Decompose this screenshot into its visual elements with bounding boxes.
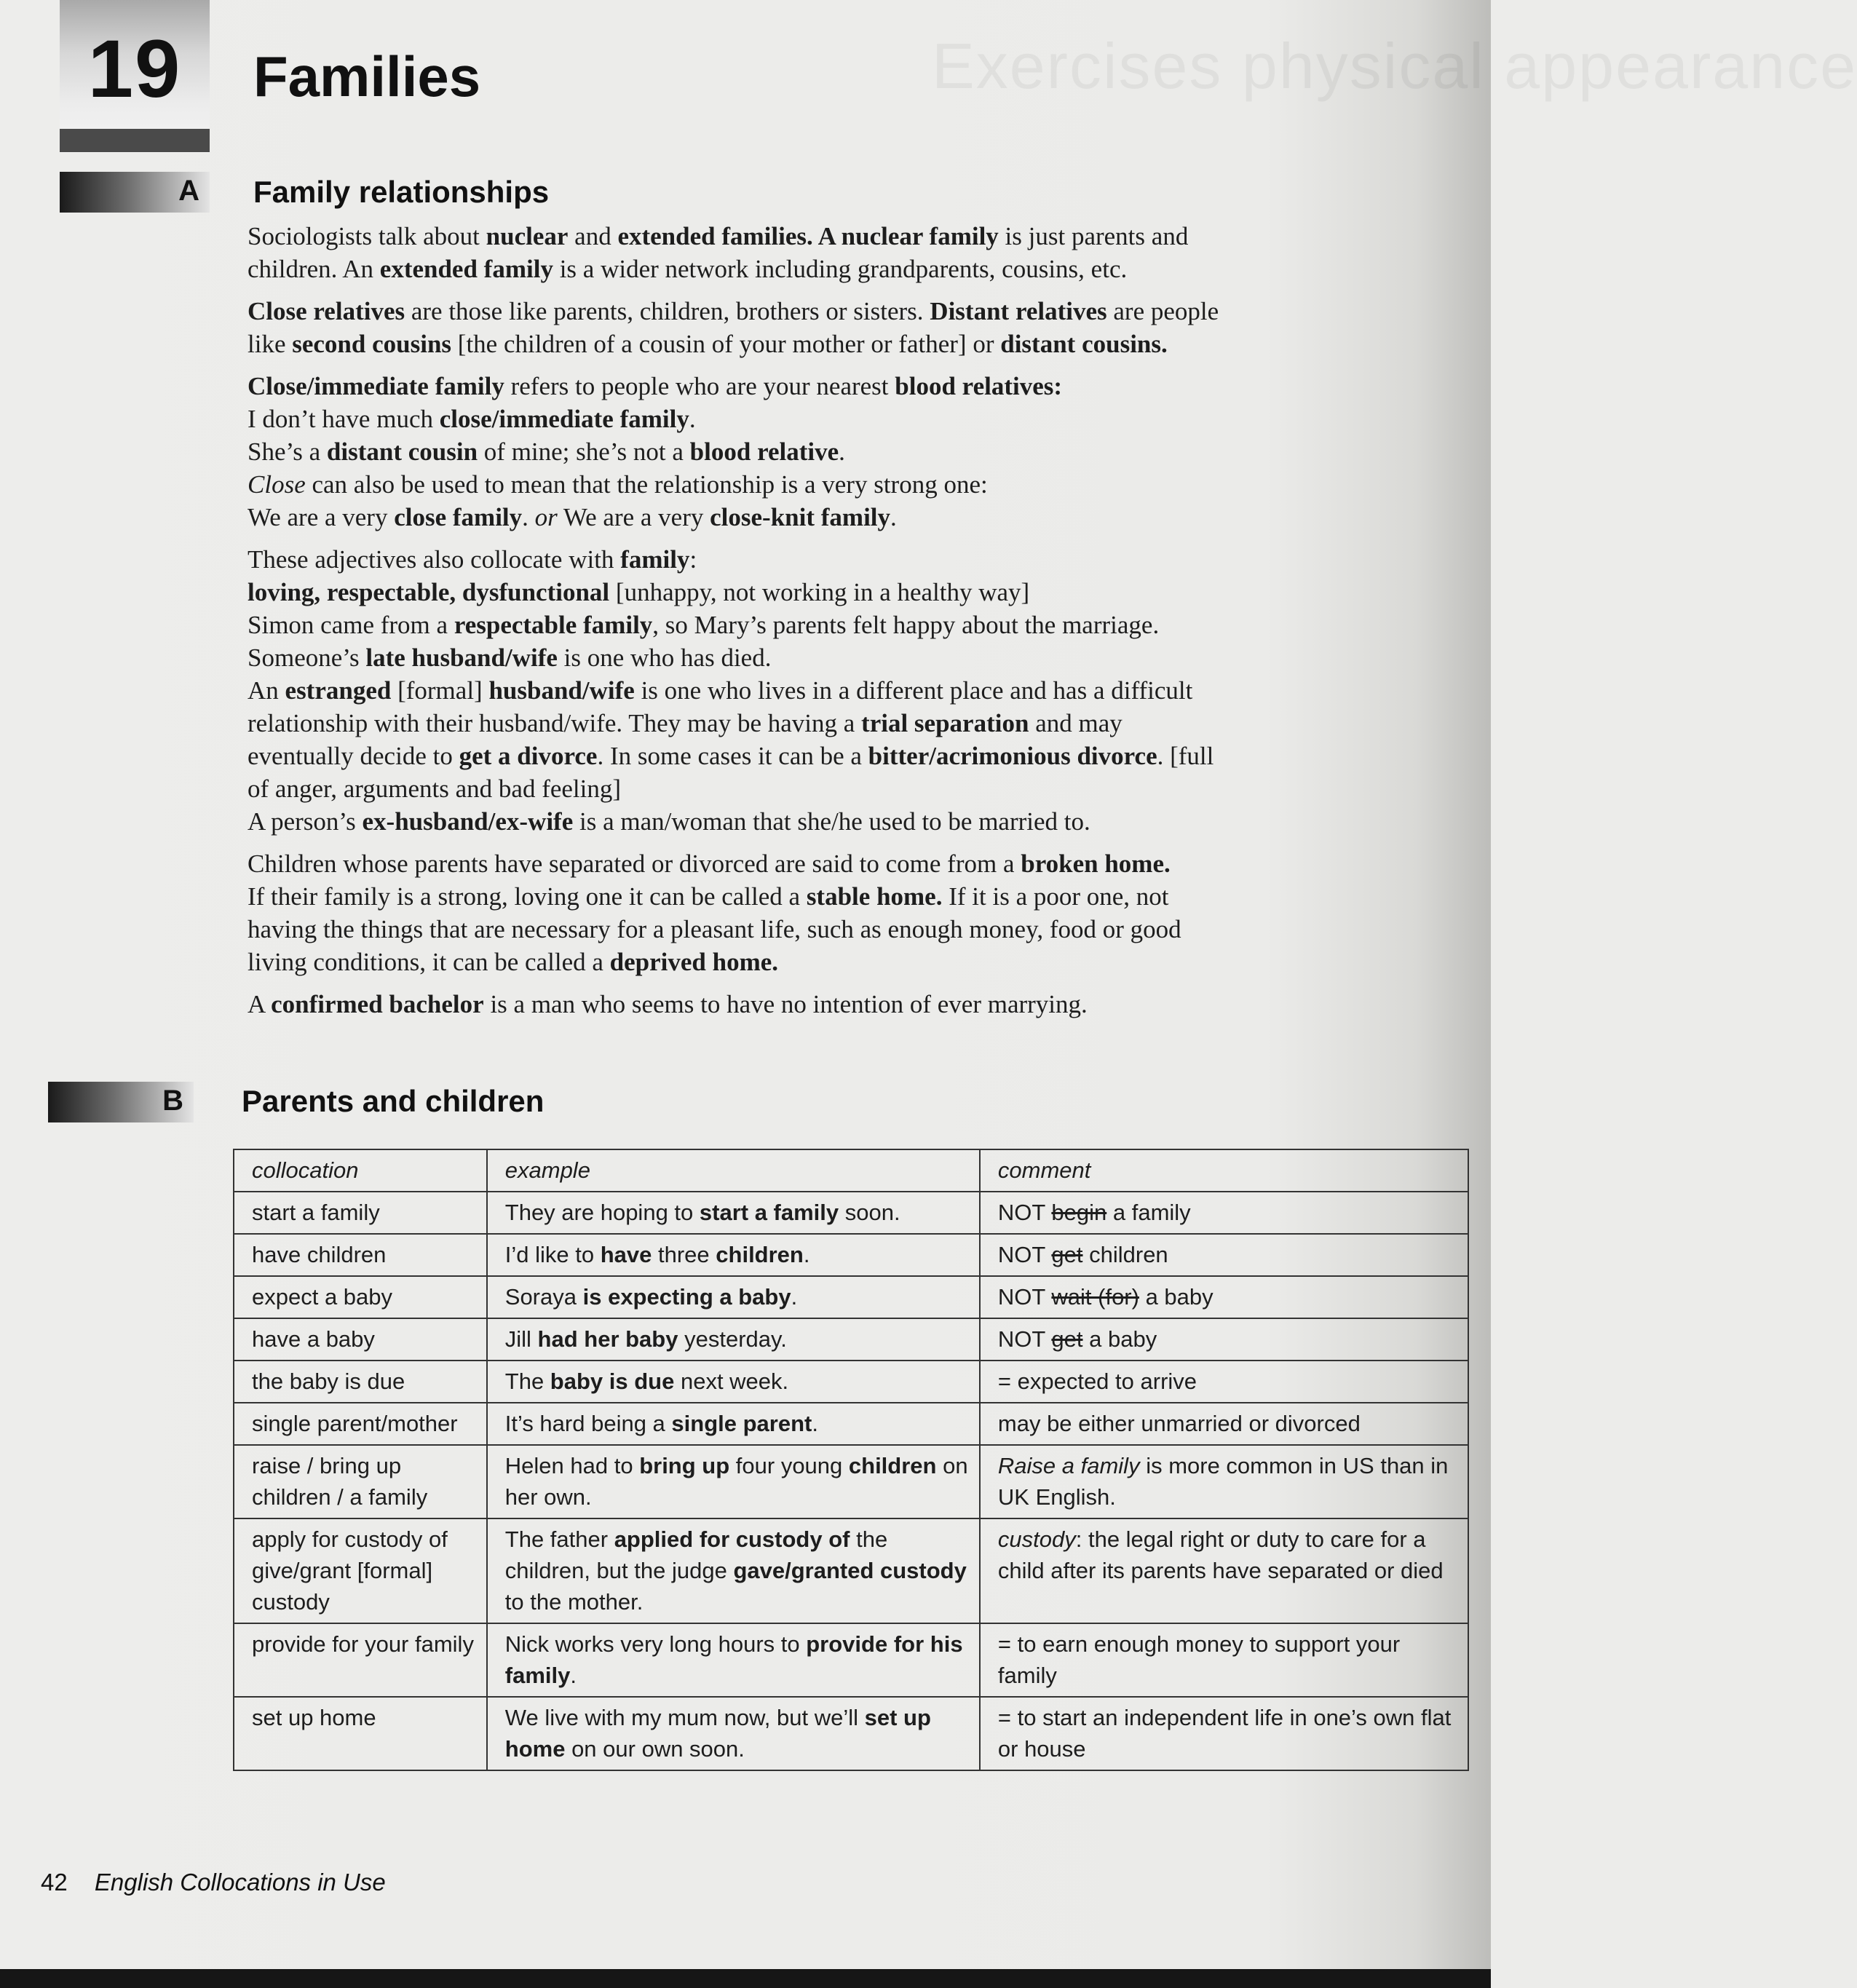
comment-cell: NOT get a baby	[980, 1318, 1468, 1361]
example-cell: Soraya is expecting a baby.	[487, 1276, 980, 1318]
text-line: A confirmed bachelor is a man who seems to have no intention of ever marrying.	[248, 990, 1088, 1018]
example-cell: Helen had to bring up four young children on her own.	[487, 1445, 980, 1518]
collocation-cell: single parent/mother	[234, 1403, 487, 1445]
example-cell: The father applied for custody of the children, but the judge gave/granted custody to the mother.	[487, 1518, 980, 1623]
paragraph-bachelor	[248, 988, 1470, 1021]
section-a-tab	[60, 172, 210, 213]
collocation-cell: start a family	[234, 1192, 487, 1234]
collocation-cell: provide for your family	[234, 1623, 487, 1697]
comment-cell: = to start an independent life in one’s own flat or house	[980, 1697, 1468, 1770]
example-cell: I’d like to have three children.	[487, 1234, 980, 1276]
section-a-heading: Family relationships	[253, 175, 550, 209]
text-line: An estranged [formal] husband/wife is one who lives in a different place and has a difficult	[248, 676, 1193, 705]
section-a-body	[248, 220, 1470, 1030]
bleed-through-text: Exercises physical appearance	[932, 30, 1857, 102]
example-line: Simon came from a respectable family, so Mary’s parents felt happy about the marriage.	[248, 611, 1160, 639]
comment-cell: may be either unmarried or divorced	[980, 1403, 1468, 1445]
text-line: like second cousins [the children of a cousin of your mother or father] or distant cousins.	[248, 330, 1168, 358]
example-cell: It’s hard being a single parent.	[487, 1403, 980, 1445]
collocation-cell: set up home	[234, 1697, 487, 1770]
text-line: of anger, arguments and bad feeling]	[248, 775, 622, 803]
collocation-cell: apply for custody of give/grant [formal] custody	[234, 1518, 487, 1623]
text-line: relationship with their husband/wife. They may be having a trial separation and may	[248, 709, 1122, 737]
example-cell: Nick works very long hours to provide for his family.	[487, 1623, 980, 1697]
example-cell: The baby is due next week.	[487, 1361, 980, 1403]
text-line: Someone’s late husband/wife is one who has died.	[248, 643, 772, 672]
table-row	[234, 1318, 1468, 1361]
text-line: children. An extended family is a wider network including grandparents, cousins, etc.	[248, 255, 1128, 283]
collocation-cell: have a baby	[234, 1318, 487, 1361]
table-row	[234, 1518, 1468, 1623]
table-row	[234, 1361, 1468, 1403]
table-row	[234, 1276, 1468, 1318]
section-b-letter: B	[162, 1085, 183, 1117]
collocation-cell: expect a baby	[234, 1276, 487, 1318]
collocation-cell: have children	[234, 1234, 487, 1276]
example-line: I don’t have much close/immediate family.	[248, 405, 696, 433]
paragraph-nuclear-families	[248, 220, 1470, 285]
text-line: Close can also be used to mean that the relationship is a very strong one:	[248, 470, 988, 499]
table-row	[234, 1697, 1468, 1770]
column-header-example: example	[487, 1149, 980, 1192]
comment-cell: = to earn enough money to support your family	[980, 1623, 1468, 1697]
text-line: These adjectives also collocate with family:	[248, 545, 697, 574]
text-line: A person’s ex-husband/ex-wife is a man/woman that she/he used to be married to.	[248, 807, 1090, 836]
paragraph-close-family	[248, 370, 1470, 534]
example-cell: They are hoping to start a family soon.	[487, 1192, 980, 1234]
text-line: loving, respectable, dysfunctional [unhappy, not working in a healthy way]	[248, 578, 1030, 606]
table-row	[234, 1234, 1468, 1276]
text-line: having the things that are necessary for a pleasant life, such as enough money, food or good	[248, 915, 1181, 943]
text-line: Sociologists talk about nuclear and extended families. A nuclear family is just parents and	[248, 222, 1189, 250]
example-line: She’s a distant cousin of mine; she’s not a blood relative.	[248, 437, 845, 466]
unit-title: Families	[253, 44, 481, 108]
unit-number: 19	[87, 23, 182, 114]
section-b-heading: Parents and children	[242, 1084, 545, 1118]
text-line: living conditions, it can be called a deprived home.	[248, 948, 779, 976]
section-b-tab	[48, 1082, 194, 1122]
text-line: If their family is a strong, loving one it can be called a stable home. If it is a poor one, not	[248, 882, 1169, 911]
page-number: 42	[41, 1869, 68, 1896]
table-header-row	[234, 1149, 1468, 1192]
example-cell: Jill had her baby yesterday.	[487, 1318, 980, 1361]
book-title: English Collocations in Use	[94, 1869, 386, 1896]
comment-cell: NOT begin a family	[980, 1192, 1468, 1234]
comment-cell: NOT wait (for) a baby	[980, 1276, 1468, 1318]
table-row	[234, 1192, 1468, 1234]
comment-cell: NOT get children	[980, 1234, 1468, 1276]
collocation-cell: the baby is due	[234, 1361, 487, 1403]
comment-cell: Raise a family is more common in US than in UK English.	[980, 1445, 1468, 1518]
page-footer	[41, 1869, 386, 1896]
scan-bottom-edge	[0, 1969, 1491, 1988]
text-line: Close relatives are those like parents, children, brothers or sisters. Distant relatives are people	[248, 297, 1219, 325]
text-line: Children whose parents have separated or divorced are said to come from a broken home.	[248, 850, 1171, 878]
example-cell: We live with my mum now, but we’ll set up home on our own soon.	[487, 1697, 980, 1770]
paragraph-homes	[248, 847, 1470, 978]
example-line: We are a very close family. or We are a very close-knit family.	[248, 503, 897, 531]
column-header-comment: comment	[980, 1149, 1468, 1192]
collocation-cell: raise / bring up children / a family	[234, 1445, 487, 1518]
text-line: Close/immediate family refers to people who are your nearest blood relatives:	[248, 372, 1063, 400]
collocation-table	[233, 1149, 1469, 1771]
column-header-collocation: collocation	[234, 1149, 487, 1192]
table-row	[234, 1623, 1468, 1697]
table-row	[234, 1403, 1468, 1445]
paragraph-adjectives	[248, 543, 1470, 838]
unit-rule	[60, 129, 210, 152]
table-row	[234, 1445, 1468, 1518]
comment-cell: = expected to arrive	[980, 1361, 1468, 1403]
text-line: eventually decide to get a divorce. In some cases it can be a bitter/acrimonious divorce. [full	[248, 742, 1214, 770]
paragraph-relatives	[248, 295, 1470, 360]
comment-cell: custody: the legal right or duty to care for a child after its parents have separated or died	[980, 1518, 1468, 1623]
section-a-letter: A	[178, 175, 199, 207]
